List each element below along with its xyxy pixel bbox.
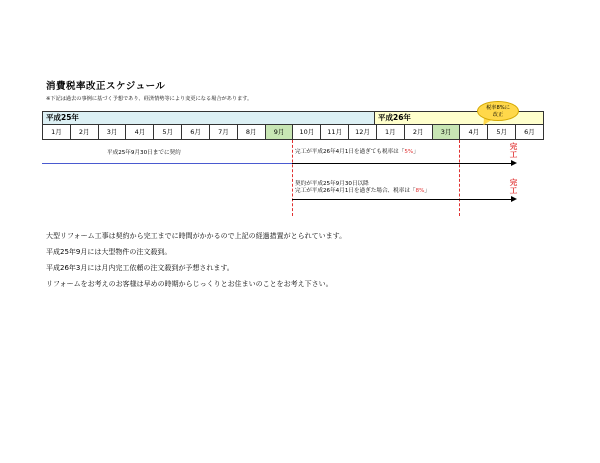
month-cell-september: 9月 [266, 125, 294, 139]
arrowhead [511, 160, 517, 166]
month-cell-march: 3月 [433, 125, 461, 139]
month-cell: 6月 [516, 125, 543, 139]
month-cell: 11月 [321, 125, 349, 139]
month-cell: 10月 [293, 125, 321, 139]
disclaimer-note: ※下記は過去の事例に基づく予想であり、経済情勢等により変更になる場合があります。 [46, 96, 253, 102]
callout-line: 改正 [492, 112, 504, 118]
cutoff-line-april [459, 140, 460, 216]
month-cell: 1月 [377, 125, 405, 139]
month-cell: 5月 [154, 125, 182, 139]
page-title: 消費税率改正スケジュール [46, 81, 166, 92]
era-heisei26: 平成26年 [374, 111, 544, 125]
month-cell: 2月 [71, 125, 99, 139]
construction-line-rate8 [292, 199, 512, 200]
arrowhead [511, 196, 517, 202]
completion-mark: 完工 [509, 178, 518, 195]
era-heisei25: 平成25年 [42, 111, 374, 125]
month-cell: 12月 [349, 125, 377, 139]
month-cell: 4月 [126, 125, 154, 139]
explanation-paragraph: 平成26年3月には月内完工依頼の注文殺到が予想されます。 [46, 264, 234, 272]
month-cell: 8月 [238, 125, 266, 139]
contract-period-line [42, 163, 292, 164]
construction-line-rate5 [292, 163, 512, 164]
month-cell: 7月 [210, 125, 238, 139]
complete-rate5-label: 完工が平成26年4月1日を過ぎても税率は「5%」 [295, 149, 419, 155]
completion-mark: 完工 [509, 142, 518, 159]
explanation-paragraph: 平成25年9月には大型物件の注文殺到。 [46, 248, 172, 256]
month-cell: 5月 [488, 125, 516, 139]
month-cell: 6月 [182, 125, 210, 139]
contract-after-label: 契約が平成25年9月30日以降 [295, 181, 369, 187]
month-cell: 3月 [99, 125, 127, 139]
explanation-paragraph: 大型リフォーム工事は契約から完工までに時間がかかるので上記の経過措置がとられています。 [46, 232, 347, 240]
complete-rate8-label: 完工が平成26年4月1日を過ぎた場合、税率は「8%」 [295, 188, 431, 194]
cutoff-line-september [292, 140, 293, 216]
month-cell: 1月 [43, 125, 71, 139]
explanation-paragraph: リフォームをお考えのお客様は早めの時期からじっくりとお住まいのことをお考え下さい。 [46, 280, 333, 288]
callout-line: 税率8%に [486, 105, 510, 111]
month-cell: 4月 [460, 125, 488, 139]
contract-before-label: 平成25年9月30日までに契約 [107, 150, 181, 156]
month-row [42, 125, 544, 140]
tax-change-callout [477, 101, 519, 121]
month-cell: 2月 [405, 125, 433, 139]
